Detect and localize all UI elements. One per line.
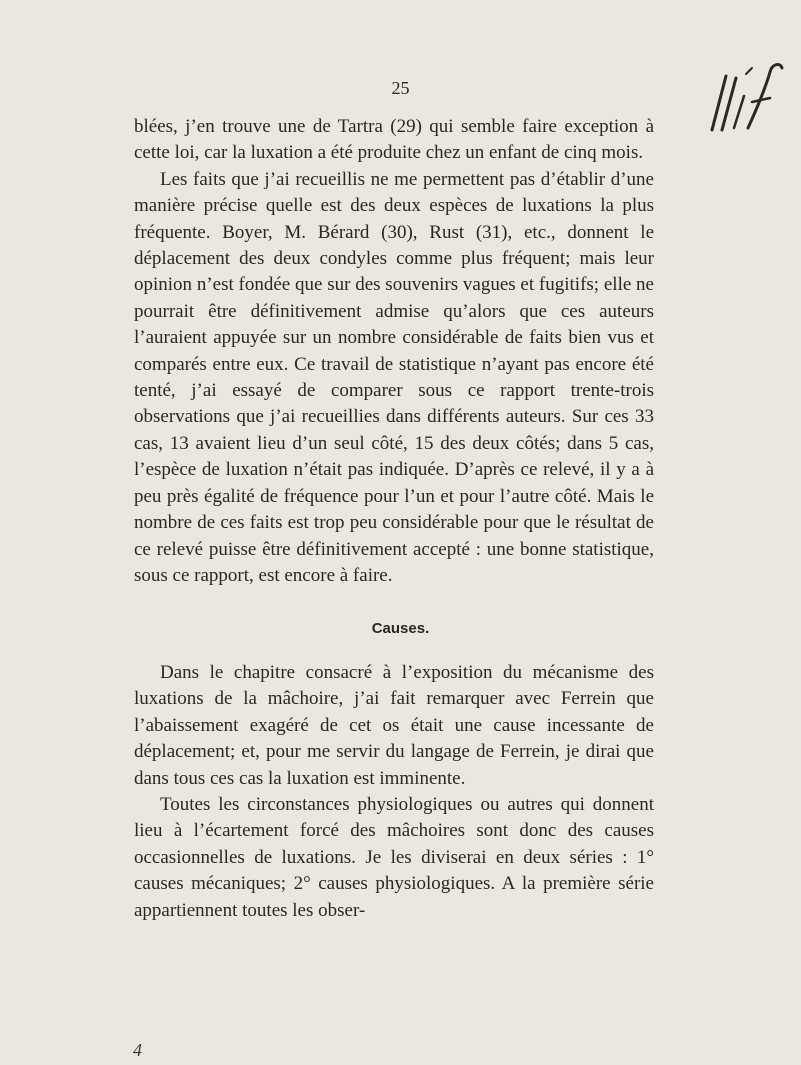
paragraph-frequency: Les faits que j’ai recueillis ne me permettent pas d’établir d’une manière précise quelle est des deux espèces de luxations la plus fréquente. Boyer, M. Bérard (30), Rust (31), etc., donnent le déplacement des deux condyles comme plus fréquent; mais leur opinion n’est fondée que sur des souvenirs vagues et fugitifs; elle ne pourrait être définitivement admise qu’alors que ces auteurs l’auraient appuyée sur un nombre considérable de faits bien vus et comparés entre eux. Ce travail de statistique n’ayant pas encore été tenté, j’ai essayé de comparer sous ce rapport trente-trois observations que j’ai recueillies dans différents auteurs. Sur ces 33 cas, 13 avaient lieu d’un seul côté, 15 des deux côtés; dans 5 cas, l’espèce de luxation n’était pas indiquée. D’après ce relevé, il y a à peu près égalité de fréquence pour l’un et pour l’autre côté. Mais le nombre de ces faits est trop peu considérable pour que le résultat de ce relevé puisse être définitivement accepté : une bonne statistique, sous ce rapport, est encore à faire. — [134, 168, 654, 586]
section-heading-causes: Causes. — [371, 620, 430, 637]
signature-mark: 4 — [133, 1040, 142, 1060]
paragraph-mechanism: Dans le chapitre consacré à l’exposition du mécanisme des luxations de la mâchoire, j’ai fait remarquer avec Ferrein que l’abaissement exagéré de cet os était une cause incessante de déplacement; et, pour me servir du langage de Ferrein, je dirai que dans tous ces cas la luxation est imminente. — [134, 662, 654, 789]
handwritten-margin-mark — [698, 56, 788, 136]
body-text-after-heading — [134, 660, 654, 924]
paragraph-circumstances: Toutes les circonstances physiologiques ou autres qui donnent lieu à l’écartement forcé des mâchoires sont donc des causes occasionnelles de luxations. Je les diviserai en deux séries : 1° causes mécaniques; 2° causes physiologiques. A la première série appartiennent toutes les obser- — [134, 794, 654, 921]
body-text-before-heading — [134, 114, 654, 589]
page-number: 25 — [391, 78, 410, 98]
paragraph-continuation: blées, j’en trouve une de Tartra (29) qui semble faire exception à cette loi, car la luxation a été produite chez un enfant de cinq mois. — [134, 116, 654, 164]
